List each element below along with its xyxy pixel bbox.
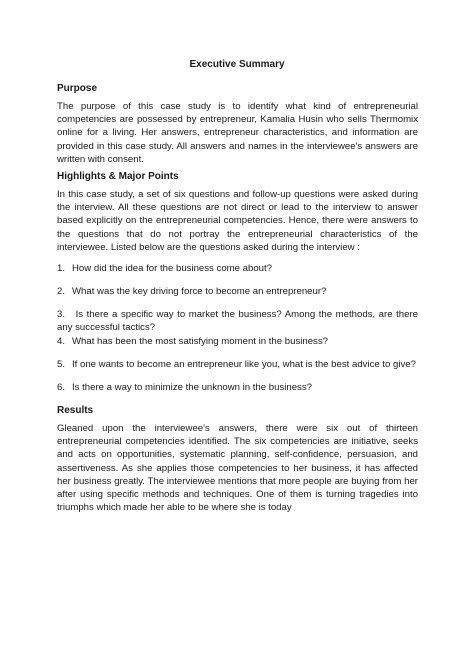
- question-text: What was the key driving force to become an entrepreneur?: [72, 286, 327, 297]
- question-text: How did the idea for the business come about?: [72, 263, 272, 274]
- question-number: 6.: [57, 382, 66, 393]
- question-number: 2.: [57, 286, 66, 297]
- question-item: [57, 381, 422, 394]
- highlights-heading: Highlights & Major Points: [57, 171, 179, 182]
- question-text: If one wants to become an entrepreneur like you, what is the best advice to give?: [72, 359, 416, 370]
- question-item: [57, 335, 422, 348]
- page-title: Executive Summary: [189, 59, 285, 70]
- question-number: 3.: [57, 309, 66, 320]
- purpose-paragraph: The purpose of this case study is to identify what kind of entrepreneurial competencies are possessed by entrepreneur, Kamalia Husin who sells Thermomix online for a living. Her answers, entrepreneur characteristics, and information are provided in this case study. All answers and names in the interviewee's answers are written with consent.: [57, 101, 418, 165]
- question-item: [57, 262, 422, 275]
- question-number: 5.: [57, 359, 66, 370]
- results-paragraph: Gleaned upon the interviewee's answers, there were six out of thirteen entrepreneurial competencies identified. The six competencies are initiative, seeks and acts on opportunities, systematic planning, self-confidence, persuasion, and assertiveness. As she applies those competencies to her business, it has affected her business greatly. The interviewee mentions that more people are buying from her after using specific methods and techniques. One of them is turning tragedies into triumphs which made her able to be where she is today: [57, 423, 418, 514]
- results-heading: Results: [57, 405, 94, 416]
- question-item: [57, 285, 422, 298]
- question-text: What has been the most satisfying moment in the business?: [72, 336, 328, 347]
- question-item: [57, 308, 418, 334]
- question-text: Is there a way to minimize the unknown in the business?: [72, 382, 312, 393]
- highlights-paragraph: In this case study, a set of six questions and follow-up questions were asked during the interview. All these questions are not direct or lead to the interview to answer based explicitly on the entrepreneurial competencies. Hence, there were answers to the questions that do not portray the entrepreneurial characteristics of the interviewee. Listed below are the questions asked during the interview :: [57, 189, 418, 253]
- question-item: [57, 358, 422, 371]
- purpose-heading: Purpose: [57, 83, 98, 94]
- question-number: 4.: [57, 336, 66, 347]
- question-number: 1.: [57, 263, 66, 274]
- question-text: Is there a specific way to market the business? Among the methods, are there any successful tactics?: [57, 309, 418, 334]
